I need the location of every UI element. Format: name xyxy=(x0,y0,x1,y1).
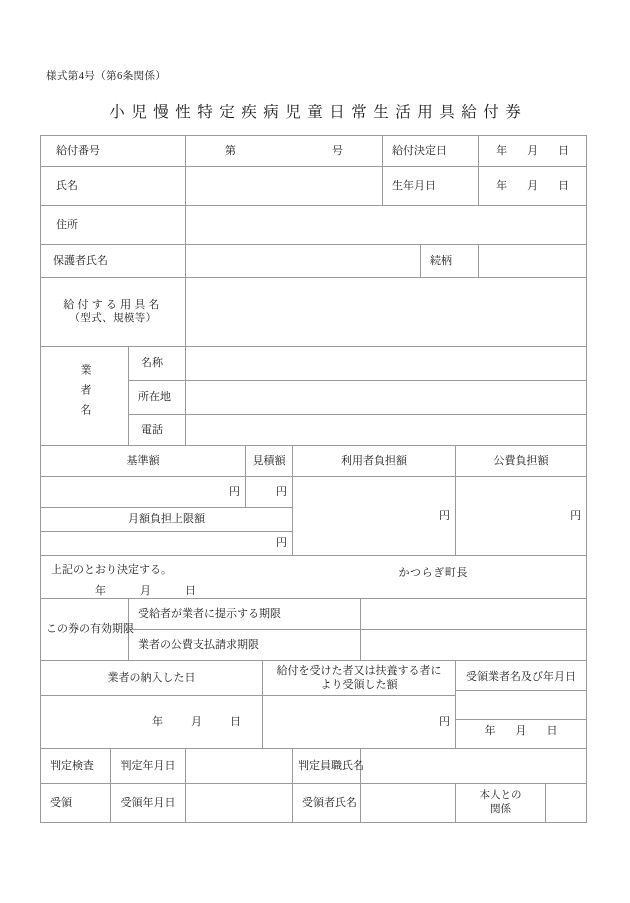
vendor-label-cell xyxy=(41,347,129,446)
relation-label-cell xyxy=(421,245,479,278)
monthly-cap-value-cell[interactable] xyxy=(41,532,293,556)
vendor-name-label: 名称 xyxy=(141,357,163,370)
receiver-name-value-cell[interactable] xyxy=(361,784,456,823)
birthdate-label: 生年月日 xyxy=(392,179,437,192)
vendor-address-label-cell xyxy=(129,381,186,415)
receipt-label-cell xyxy=(41,784,111,823)
address-label-cell xyxy=(41,206,186,245)
standard-amount-value-cell[interactable] xyxy=(41,477,246,508)
vendor-tel-value-cell[interactable] xyxy=(186,415,587,446)
present-deadline-value-cell[interactable] xyxy=(361,599,587,630)
received-amount-label-cell xyxy=(263,661,456,696)
relation-to-self-line1: 本人との xyxy=(479,789,522,801)
received-amount-label-line2: より受領した額 xyxy=(320,679,398,692)
benefit-number-label-cell xyxy=(41,136,186,167)
public-burden-label-cell xyxy=(456,446,587,477)
issuing-authority: かつらぎ町長 xyxy=(398,566,469,579)
month-char: 月 xyxy=(140,584,151,597)
receiving-vendor-label: 受領業者名及び年月日 xyxy=(456,666,586,691)
validity-label-cell xyxy=(41,599,134,661)
received-amount-value-cell[interactable] xyxy=(263,696,456,749)
address-label: 住所 xyxy=(56,218,78,231)
equipment-value-cell[interactable] xyxy=(186,278,587,347)
yen-unit: 円 xyxy=(439,509,451,522)
name-value-cell[interactable] xyxy=(186,167,383,206)
vendor-name-label-cell xyxy=(129,347,186,381)
receipt-date-label: 受領年月日 xyxy=(120,796,176,809)
inspector-name-label: 判定員職氏名 xyxy=(298,759,364,772)
vendor-label: 業者名 xyxy=(79,363,91,424)
receipt-date-value-cell[interactable] xyxy=(186,784,293,823)
table-row-equipment xyxy=(41,278,587,347)
month-char: 月 xyxy=(527,144,539,157)
benefit-number-prefix: 第 xyxy=(225,144,236,157)
decision-date-blank[interactable] xyxy=(95,584,576,599)
benefit-voucher-table xyxy=(40,135,587,823)
guardian-label-cell xyxy=(41,245,186,278)
user-burden-value-cell[interactable] xyxy=(293,477,456,556)
table-row-decision xyxy=(41,556,587,599)
decision-date-label-cell xyxy=(383,136,479,167)
guardian-value-cell[interactable] xyxy=(186,245,421,278)
benefit-number-label: 給付番号 xyxy=(56,144,100,157)
month-char: 月 xyxy=(191,715,202,728)
receiver-name-label: 受領者氏名 xyxy=(302,796,357,809)
birthdate-value-cell[interactable] xyxy=(479,167,587,206)
decision-statement: 上記のとおり決定する。 xyxy=(51,564,172,576)
day-char: 日 xyxy=(558,179,570,192)
validity-label: この券の有効期限 xyxy=(46,623,134,636)
birthdate-label-cell xyxy=(383,167,479,206)
birthdate-ymd xyxy=(496,179,569,194)
delivery-date-value-cell[interactable] xyxy=(41,696,263,749)
year-char: 年 xyxy=(95,584,106,597)
receiving-vendor-name-value[interactable] xyxy=(456,690,586,719)
receiving-vendor-cell xyxy=(456,661,587,749)
inspection-label: 判定検査 xyxy=(50,759,94,772)
table-row-name xyxy=(41,167,587,206)
vendor-tel-label-cell xyxy=(129,415,186,446)
equipment-label-cell xyxy=(41,278,186,347)
table-row-amount-values xyxy=(41,477,587,508)
delivery-date-label-cell xyxy=(41,661,263,696)
address-value-cell[interactable] xyxy=(186,206,587,245)
receipt-label: 受領 xyxy=(50,796,72,809)
present-deadline-label: 受給者が業者に提示する期限 xyxy=(138,607,281,620)
relation-to-self-line2: 関係 xyxy=(490,804,512,816)
year-char: 年 xyxy=(152,715,163,728)
yen-unit: 円 xyxy=(439,715,451,728)
table-row-benefit-number xyxy=(41,136,587,167)
standard-amount-label-cell xyxy=(41,446,246,477)
public-burden-value-cell[interactable] xyxy=(456,477,587,556)
relation-label: 続柄 xyxy=(430,254,453,267)
year-char: 年 xyxy=(484,725,496,738)
table-row-receipt xyxy=(41,784,587,823)
table-row-inspection xyxy=(41,749,587,784)
table-row-address xyxy=(41,206,587,245)
page-title: 小児慢性特定疾病児童日常生活用具給付券 xyxy=(109,104,528,121)
user-burden-label: 利用者負担額 xyxy=(341,454,408,467)
public-burden-label: 公費負担額 xyxy=(493,454,549,467)
benefit-number-suffix: 号 xyxy=(332,144,344,157)
estimate-amount-label: 見積額 xyxy=(252,454,286,467)
vendor-tel-label: 電話 xyxy=(141,423,163,436)
monthly-cap-label: 月額負担上限額 xyxy=(128,513,205,526)
day-char: 日 xyxy=(185,584,196,597)
vendor-address-value-cell[interactable] xyxy=(186,381,587,415)
claim-deadline-value-cell[interactable] xyxy=(361,630,587,661)
relation-value-cell[interactable] xyxy=(479,245,587,278)
table-row-vendor-name xyxy=(41,347,587,381)
inspection-date-value-cell[interactable] xyxy=(186,749,293,784)
estimate-amount-label-cell xyxy=(246,446,293,477)
day-char: 日 xyxy=(558,144,570,157)
relation-to-self-label-cell xyxy=(456,784,546,823)
receiver-name-label-cell xyxy=(293,784,361,823)
vendor-address-label: 所在地 xyxy=(138,391,171,404)
decision-date-label: 給付決定日 xyxy=(392,144,448,157)
table-row-guardian xyxy=(41,245,587,278)
inspector-name-label-cell xyxy=(293,749,364,784)
vendor-name-value-cell[interactable] xyxy=(186,347,587,381)
day-char: 日 xyxy=(230,715,241,728)
table-row-amount-headers xyxy=(41,446,587,477)
year-char: 年 xyxy=(496,179,508,192)
received-amount-label-line1: 給付を受けた者又は扶養する者に xyxy=(276,664,442,677)
decision-date-value-cell[interactable] xyxy=(479,136,587,167)
decision-block-cell xyxy=(41,556,587,599)
inspector-name-value-cell[interactable] xyxy=(361,749,587,784)
table-row-validity-present xyxy=(41,599,587,630)
benefit-number-value-cell[interactable] xyxy=(186,136,383,167)
guardian-label: 保護者氏名 xyxy=(53,254,108,267)
claim-deadline-label: 業者の公費支払請求期限 xyxy=(138,638,259,651)
equipment-label-line1: 給付する用具名 xyxy=(63,298,163,311)
form-number: 様式第4号（第6条関係） xyxy=(46,71,167,82)
inspection-label-cell xyxy=(41,749,111,784)
inspection-date-label: 判定年月日 xyxy=(120,759,176,772)
decision-date-ymd xyxy=(496,144,569,159)
day-char: 日 xyxy=(546,725,558,738)
inspection-date-label-cell xyxy=(111,749,186,784)
standard-amount-label: 基準額 xyxy=(126,454,160,467)
delivery-date-label: 業者の納入した日 xyxy=(107,671,196,684)
claim-deadline-label-cell xyxy=(129,630,361,661)
user-burden-label-cell xyxy=(293,446,456,477)
estimate-amount-value-cell[interactable] xyxy=(246,477,293,508)
name-label: 氏名 xyxy=(56,179,78,192)
table-row-delivery-headers xyxy=(41,661,587,696)
month-char: 月 xyxy=(515,725,527,738)
yen-unit: 円 xyxy=(276,537,287,550)
monthly-cap-label-cell xyxy=(41,508,293,532)
receiving-vendor-date-value[interactable] xyxy=(456,719,586,744)
month-char: 月 xyxy=(527,179,539,192)
yen-unit: 円 xyxy=(229,485,240,498)
yen-unit: 円 xyxy=(570,509,582,522)
present-deadline-label-cell xyxy=(129,599,361,630)
receipt-date-label-cell xyxy=(111,784,186,823)
year-char: 年 xyxy=(496,144,508,157)
relation-to-self-value-cell[interactable] xyxy=(546,784,587,823)
equipment-label-line2: （型式、規模等） xyxy=(69,313,157,325)
yen-unit: 円 xyxy=(276,485,287,498)
name-label-cell xyxy=(41,167,186,206)
